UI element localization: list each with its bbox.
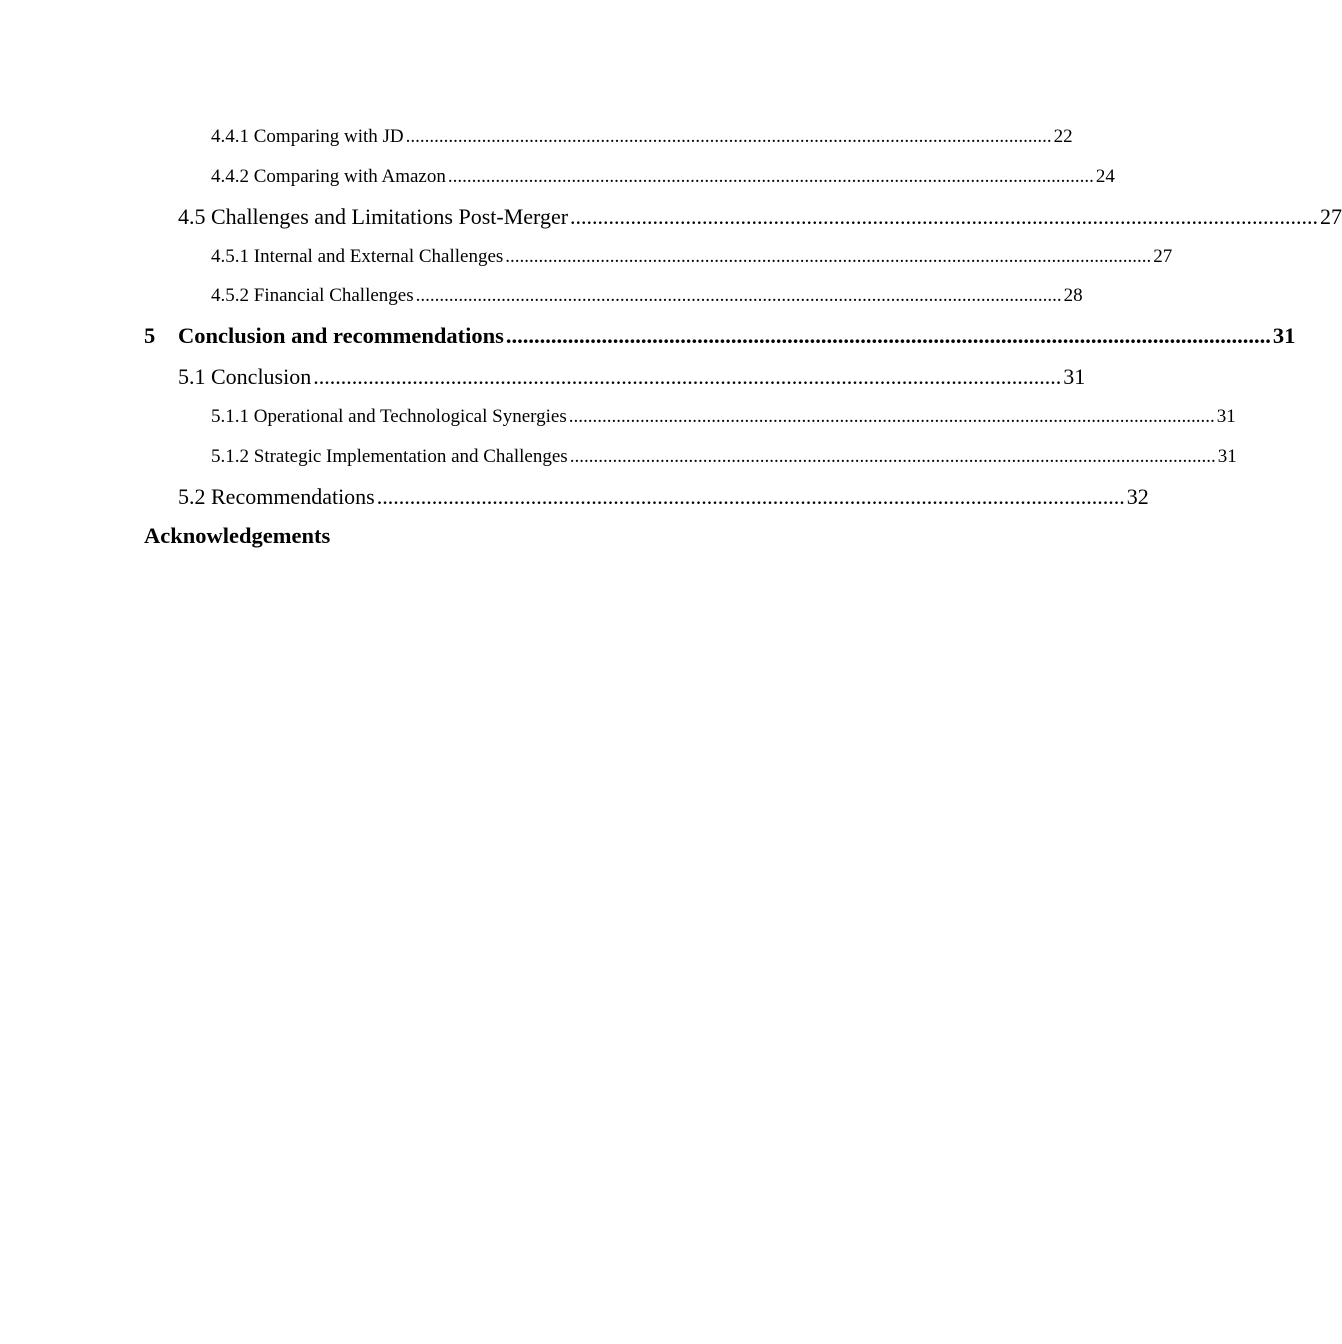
toc-entry-4-5-2[interactable]: [211, 285, 1083, 307]
dot-leader: ........................................................................................................................................: [313, 364, 1062, 389]
toc-entry-title: 4.5.2 Financial Challenges: [211, 285, 414, 306]
toc-entry-page: 27: [1153, 246, 1173, 267]
toc-entry-page: 31: [1217, 446, 1237, 467]
dot-leader: ........................................................................................................................................: [405, 126, 1052, 147]
toc-entry-page: 31: [1216, 406, 1236, 427]
toc-entry-title: 5.2 Recommendations: [178, 484, 375, 509]
toc-entry-title: 4.5.1 Internal and External Challenges: [211, 246, 504, 267]
toc-entry-title: 4.4.1 Comparing with JD: [211, 126, 404, 147]
toc-entry-5-1-1[interactable]: [211, 406, 1236, 428]
toc-entry-4-5[interactable]: [178, 204, 1342, 230]
chapter-number: 5: [144, 323, 156, 348]
toc-entry-5-1[interactable]: [178, 364, 1086, 390]
toc-entry-title: [144, 323, 504, 349]
dot-leader: ........................................................................................................................................: [505, 323, 1271, 348]
toc-entry-acknowledgements[interactable]: Acknowledgements: [144, 523, 331, 548]
toc-entry-page: 22: [1053, 126, 1073, 147]
toc-entry-page: 27: [1320, 204, 1342, 229]
toc-entry-page: 32: [1126, 484, 1149, 509]
dot-leader: ........................................................................................................................................: [415, 285, 1062, 306]
toc-entry-5-2[interactable]: [178, 484, 1149, 510]
toc-entry-4-4-1[interactable]: [211, 126, 1073, 148]
toc-entry-page: 28: [1063, 285, 1083, 306]
dot-leader: ........................................................................................................................................: [569, 446, 1216, 467]
toc-entry-4-4-2[interactable]: [211, 166, 1115, 188]
dot-leader: ........................................................................................................................................: [376, 484, 1125, 509]
toc-entry-title: 4.5 Challenges and Limitations Post-Merger: [178, 204, 569, 229]
dot-leader: ........................................................................................................................................: [447, 166, 1094, 187]
toc-entry-page: 31: [1272, 323, 1296, 348]
toc-entry-page: 24: [1095, 166, 1115, 187]
toc-entry-title: 4.4.2 Comparing with Amazon: [211, 166, 446, 187]
toc-entry-page: 31: [1063, 364, 1086, 389]
toc-entry-title: 5.1.1 Operational and Technological Synergies: [211, 406, 567, 427]
toc-entry-title: 5.1 Conclusion: [178, 364, 312, 389]
dot-leader: ........................................................................................................................................: [505, 246, 1152, 267]
dot-leader: ........................................................................................................................................: [570, 204, 1319, 229]
toc-entry-title: 5.1.2 Strategic Implementation and Challenges: [211, 446, 568, 467]
chapter-title: Conclusion and recommendations: [178, 323, 504, 348]
toc-entry-5-1-2[interactable]: [211, 446, 1237, 468]
toc-entry-5[interactable]: [144, 323, 1296, 349]
toc-entry-4-5-1[interactable]: [211, 246, 1173, 268]
dot-leader: ........................................................................................................................................: [568, 406, 1215, 427]
